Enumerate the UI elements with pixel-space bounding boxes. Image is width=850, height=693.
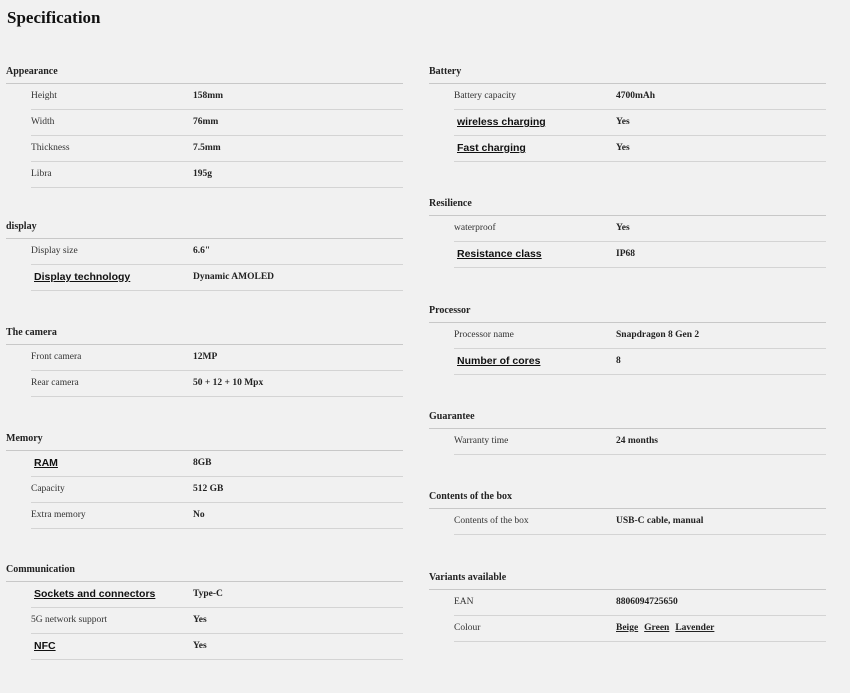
spec-value: No [193,510,205,520]
section-heading: Memory [6,433,403,451]
spec-label-link[interactable]: wireless charging [457,116,546,128]
colour-variant-link[interactable]: Green [644,623,670,633]
spec-label-link[interactable]: Resistance class [457,248,542,260]
spec-row [454,429,826,455]
section-heading: Processor [429,305,826,323]
spec-label: Libra [31,169,52,179]
spec-row [31,582,403,608]
spec-row [31,451,403,477]
spec-value: 512 GB [193,484,224,494]
spec-row [454,323,826,349]
spec-label-link[interactable]: RAM [34,457,58,469]
spec-row [31,162,403,188]
section-heading: Resilience [429,198,826,216]
spec-label: Thickness [31,143,70,153]
spec-label-link[interactable]: NFC [34,640,56,652]
spec-value: Yes [616,117,630,127]
spec-row [454,590,826,616]
spec-row [31,608,403,634]
spec-row [454,84,826,110]
spec-section-communication [6,564,403,660]
spec-section-resilience [429,198,826,268]
spec-row [454,136,826,162]
spec-row [454,509,826,535]
spec-label: Width [31,117,55,127]
section-heading: Appearance [6,66,403,84]
spec-value: IP68 [616,249,635,259]
spec-row [31,136,403,162]
spec-value: Dynamic AMOLED [193,272,275,282]
spec-value: 4700mAh [616,91,656,101]
spec-label: waterproof [454,223,496,233]
spec-label-link[interactable]: Fast charging [457,142,526,154]
spec-label: 5G network support [31,615,107,625]
section-heading: Guarantee [429,411,826,429]
spec-row [454,616,826,642]
spec-row [31,239,403,265]
spec-value: USB-C cable, manual [616,516,704,526]
spec-section-battery [429,66,826,162]
spec-value: 76mm [193,117,219,127]
spec-label: Front camera [31,352,82,362]
spec-value: 8 [616,356,621,366]
section-heading: Battery [429,66,826,84]
spec-value: 24 months [616,436,658,446]
spec-label-link[interactable]: Display technology [34,271,131,283]
spec-value: Yes [616,143,630,153]
spec-label: Battery capacity [454,91,516,101]
section-heading: The camera [6,327,403,345]
spec-label: Capacity [31,484,65,494]
section-heading: display [6,221,403,239]
spec-section-appearance [6,66,403,188]
spec-section-memory [6,433,403,529]
spec-row [31,477,403,503]
colour-variant-link[interactable]: Beige [616,623,639,633]
spec-row [31,371,403,397]
spec-label: Colour [454,623,481,633]
spec-row [31,345,403,371]
spec-row [454,110,826,136]
spec-row [31,634,403,660]
spec-value: 50 + 12 + 10 Mpx [193,378,264,388]
spec-label: Rear camera [31,378,79,388]
spec-label-link[interactable]: Sockets and connectors [34,588,156,600]
spec-label: Display size [31,246,78,256]
spec-value: Yes [616,223,630,233]
spec-value: Snapdragon 8 Gen 2 [616,330,700,340]
spec-label: Height [31,91,57,101]
spec-label: Warranty time [454,436,509,446]
spec-value: Yes [193,641,207,651]
spec-label: Processor name [454,330,514,340]
spec-label: Extra memory [31,510,86,520]
spec-value: 7.5mm [193,143,221,153]
page-title: Specification [7,8,101,27]
spec-value: 12MP [193,352,218,362]
spec-value: 6.6" [193,246,211,256]
spec-value: 195g [193,169,212,179]
spec-value [616,623,720,633]
spec-value: 8806094725650 [616,597,678,607]
spec-row [31,84,403,110]
spec-section-variants-available [429,572,826,642]
section-heading: Variants available [429,572,826,590]
spec-row [454,349,826,375]
spec-row [31,265,403,291]
spec-value: Yes [193,615,207,625]
spec-label: Contents of the box [454,516,529,526]
spec-value: 8GB [193,458,212,468]
spec-label-link[interactable]: Number of cores [457,355,541,367]
spec-row [454,242,826,268]
colour-variant-link[interactable]: Lavender [675,623,715,633]
spec-value: 158mm [193,91,224,101]
spec-section-guarantee [429,411,826,455]
spec-row [31,110,403,136]
spec-section-contents-of-the-box [429,491,826,535]
spec-label: EAN [454,597,474,607]
spec-section-the-camera [6,327,403,397]
spec-section-processor [429,305,826,375]
spec-section-display [6,221,403,291]
spec-row [454,216,826,242]
spec-row [31,503,403,529]
section-heading: Communication [6,564,403,582]
spec-value: Type-C [193,589,223,599]
section-heading: Contents of the box [429,491,826,509]
